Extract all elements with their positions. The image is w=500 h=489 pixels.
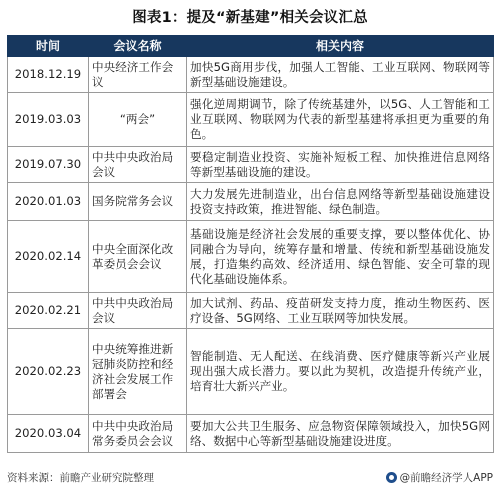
table-row: [8, 183, 494, 221]
table-row: [8, 93, 494, 147]
row-date: 2019.03.03: [8, 93, 89, 147]
table-row: [8, 147, 494, 183]
table-row: [8, 57, 494, 93]
row-date: 2020.01.03: [8, 183, 89, 221]
row-date: 2020.02.23: [8, 329, 89, 415]
row-content: 强化逆周期调节，除了传统基建外，以5G、人工智能和工业互联网、物联网为代表的新型基建将承担更为重要的角色。: [187, 93, 494, 147]
row-date: 2020.03.04: [8, 415, 89, 453]
row-meeting: 中共中央政治局会议: [89, 293, 187, 329]
row-content: 要稳定制造业投资、实施补短板工程、加快推进信息网络等新型基础设施的建设。: [187, 147, 494, 183]
row-content: 加快5G商用步伐，加强人工智能、工业互联网、物联网等新型基础设施建设。: [187, 57, 494, 93]
table-row: [8, 329, 494, 415]
table-row: [8, 415, 494, 453]
header-meeting-name: 会议名称: [89, 36, 187, 57]
footer: [7, 470, 493, 486]
row-date: 2020.02.14: [8, 221, 89, 293]
row-meeting: 中央统筹推进新冠肺炎防控和经济社会发展工作部署会: [89, 329, 187, 415]
row-meeting: 国务院常务会议: [89, 183, 187, 221]
row-meeting: 中央经济工作会议: [89, 57, 187, 93]
chart-title: 图表1：提及“新基建”相关会议汇总: [132, 10, 368, 26]
row-content: 基础设施是经济社会发展的重要支撑，要以整体优化、协同融合为导向，统筹存量和增量、传统和新型基础设施发展，打造集约高效、经济适用、绿色智能、安全可靠的现代化基础设施体系。: [187, 221, 494, 293]
source-note: 资料来源：前瞻产业研究院整理: [7, 472, 154, 484]
row-date: 2019.07.30: [8, 147, 89, 183]
row-meeting: “两会”: [89, 93, 187, 147]
table-row: [8, 221, 494, 293]
row-meeting: 中共中央政治局常务委员会会议: [89, 415, 187, 453]
table-row: [8, 293, 494, 329]
table-header-row: [8, 36, 494, 57]
row-content: 大力发展先进制造业，出台信息网络等新型基础设施建设投资支持政策，推进智能、绿色制造。: [187, 183, 494, 221]
row-content: 要加大公共卫生服务、应急物资保障领域投入，加快5G网络、数据中心等新型基础设施建设进度。: [187, 415, 494, 453]
row-meeting: 中央全面深化改革委员会会议: [89, 221, 187, 293]
header-related-content: 相关内容: [187, 36, 494, 57]
row-date: 2018.12.19: [8, 57, 89, 93]
row-content: 加大试剂、药品、疫苗研发支持力度，推动生物医药、医疗设备、5G网络、工业互联网等加快发展。: [187, 293, 494, 329]
brand-mark: [386, 470, 493, 485]
brand-label: @前瞻经济学人APP: [399, 472, 493, 484]
brand-logo-icon: [386, 472, 397, 483]
header-time: 时间: [8, 36, 89, 57]
row-date: 2020.02.21: [8, 293, 89, 329]
row-meeting: 中共中央政治局会议: [89, 147, 187, 183]
meetings-table: [7, 35, 494, 453]
row-content: 智能制造、无人配送、在线消费、医疗健康等新兴产业展现出强大成长潜力。要以此为契机，改造提升传统产业，培育壮大新兴产业。: [187, 329, 494, 415]
